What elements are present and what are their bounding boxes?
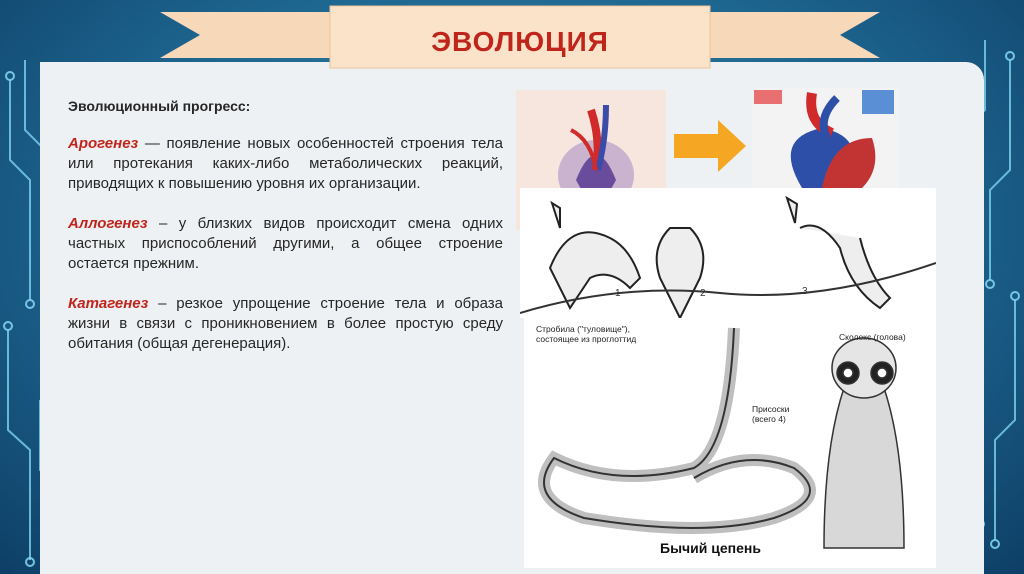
- strobila-label: Стробила ("туловище"), состоящее из проглоттид: [536, 324, 637, 344]
- definition-catagenesis: – резкое упрощение строение тела и образа жизни в связи с проникновением в более простую среду обитания (общая дегенерация).: [68, 295, 503, 352]
- term-catagenesis: Катагенез: [68, 295, 149, 312]
- definition-arogenesis: — появление новых особенностей строения тела или протекания каких-либо метаболических реакций, приводящих к повышению уровня их организации.: [68, 135, 503, 192]
- definition-allogenesis: – у близких видов происходит смена одних частных приспособлений другими, а общее строение остается прежним.: [68, 215, 503, 272]
- paragraph-catagenesis: [68, 294, 503, 354]
- tapeworm-caption: Бычий цепень: [660, 540, 761, 556]
- animal-number-3: 3: [802, 286, 808, 297]
- animals-illustration: [520, 188, 936, 318]
- paragraph-allogenesis: [68, 214, 503, 274]
- term-arogenesis: Арогенез: [68, 135, 139, 152]
- slide-title: ЭВОЛЮЦИЯ: [431, 26, 609, 57]
- term-allogenesis: Аллогенез: [68, 215, 148, 232]
- section-heading: Эволюционный прогресс:: [68, 98, 251, 114]
- right-arrow-icon: [674, 120, 746, 172]
- scolex-label: Сколекс (голова): [839, 332, 906, 342]
- animal-number-1: 1: [615, 288, 621, 299]
- tapeworm-illustration: [524, 318, 936, 568]
- animal-number-2: 2: [700, 288, 706, 299]
- paragraph-arogenesis: [68, 134, 503, 194]
- text-block: [68, 96, 503, 374]
- heart-diagram-image-2: [752, 88, 898, 188]
- suckers-label: Присоски (всего 4): [752, 404, 790, 424]
